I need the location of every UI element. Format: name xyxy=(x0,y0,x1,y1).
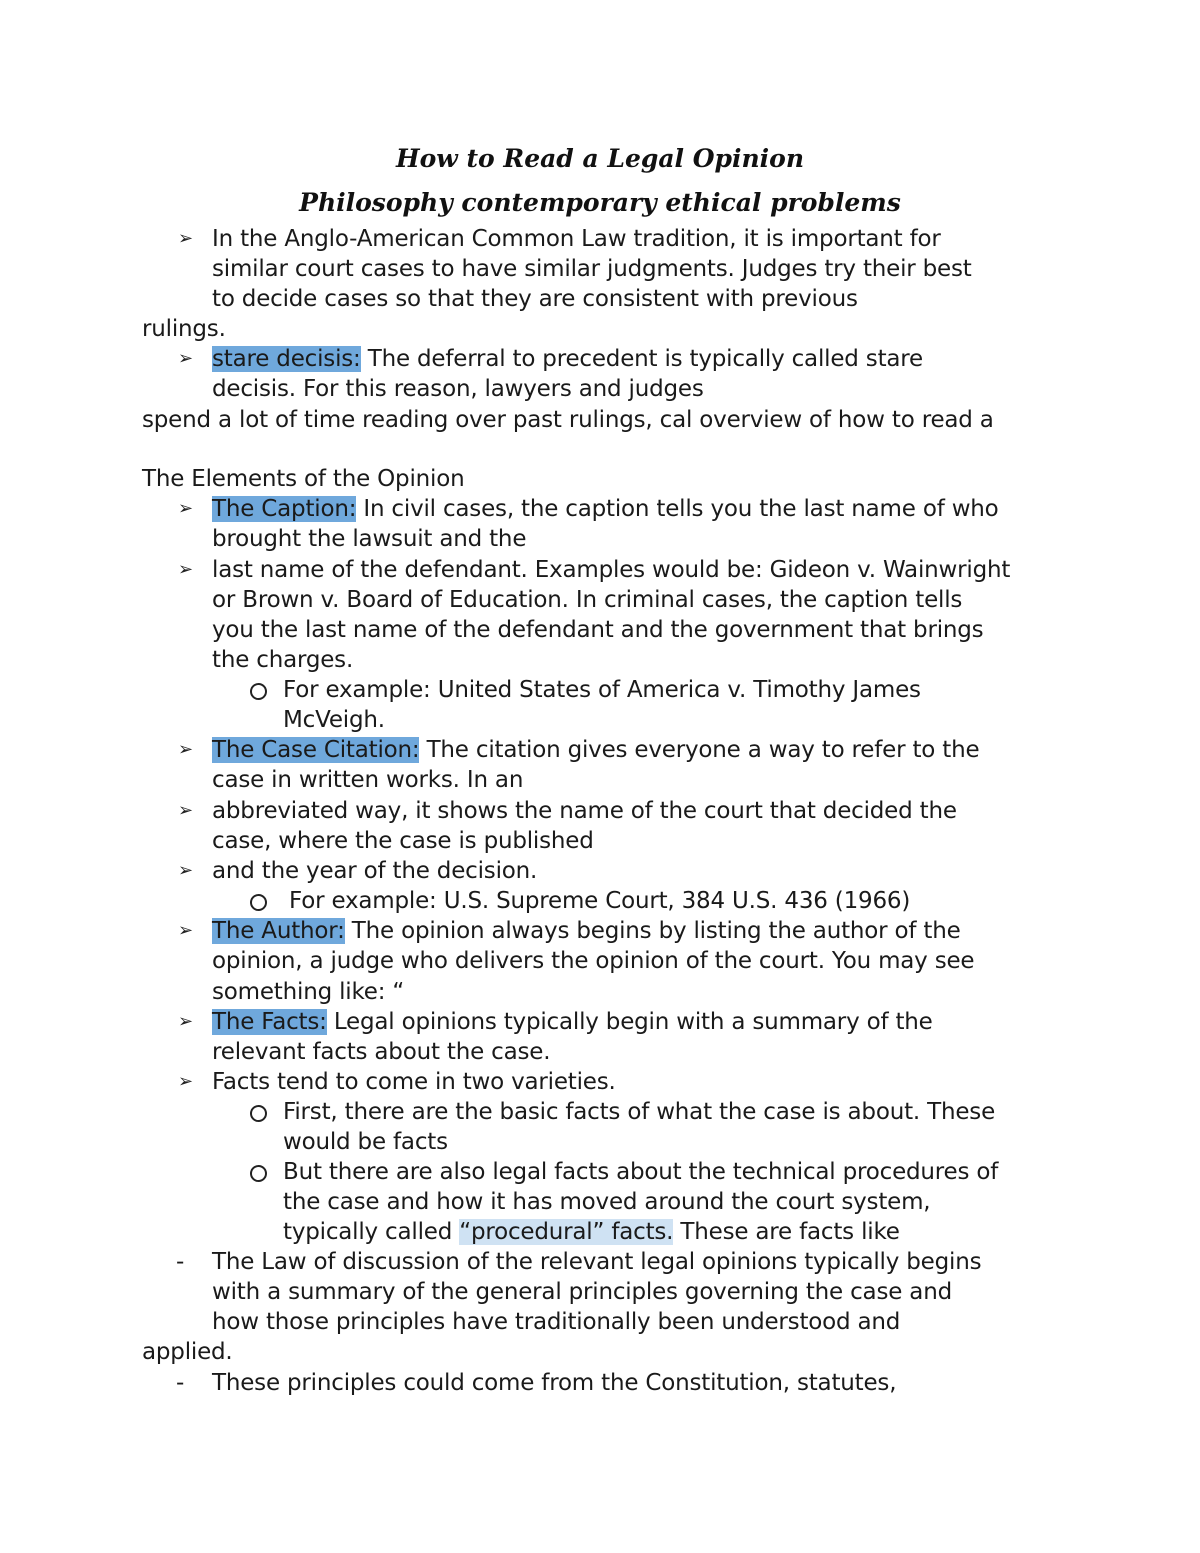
text-line xyxy=(212,494,999,524)
text-line xyxy=(283,1217,900,1247)
text-line: similar court cases to have similar judgments. Judges try their best xyxy=(212,256,972,282)
document-title: How to Read a Legal Opinion xyxy=(395,144,805,173)
text-segment: The deferral to precedent is typically called stare xyxy=(360,346,923,372)
text-line: case in written works. In an xyxy=(212,767,524,793)
text-line: But there are also legal facts about the technical procedures of xyxy=(283,1159,999,1185)
text-line: For example: U.S. Supreme Court, 384 U.S. 436 (1966) xyxy=(289,888,911,914)
arrow-bullet-icon: ➢ xyxy=(178,498,194,519)
text-line: In the Anglo-American Common Law tradition, it is important for xyxy=(212,226,941,252)
text-line xyxy=(212,344,923,374)
text-segment: These are facts like xyxy=(673,1219,900,1245)
text-line: would be facts xyxy=(283,1129,448,1155)
text-line: The Law of discussion of the relevant legal opinions typically begins xyxy=(212,1249,982,1275)
text-segment: typically called xyxy=(283,1219,460,1245)
dash-bullet-icon: - xyxy=(176,1370,185,1396)
text-line: These principles could come from the Constitution, statutes, xyxy=(212,1370,897,1396)
text-line: you the last name of the defendant and the government that brings xyxy=(212,617,984,643)
text-line: opinion, a judge who delivers the opinion of the court. You may see xyxy=(212,948,975,974)
text-line: McVeigh. xyxy=(283,707,385,733)
text-line: For example: United States of America v. Timothy James xyxy=(283,677,921,703)
text-line: First, there are the basic facts of what the case is about. These xyxy=(283,1099,996,1125)
highlighted-term: The Caption: xyxy=(212,496,357,522)
arrow-bullet-icon: ➢ xyxy=(178,800,194,821)
circle-bullet-icon xyxy=(250,1165,267,1182)
text-segment: The opinion always begins by listing the author of the xyxy=(344,918,961,944)
text-line: something like: “ xyxy=(212,979,405,1005)
text-line: brought the lawsuit and the xyxy=(212,526,527,552)
text-line xyxy=(212,735,979,765)
text-line: last name of the defendant. Examples would be: Gideon v. Wainwright xyxy=(212,557,1011,583)
text-line xyxy=(212,1007,933,1037)
text-line: the case and how it has moved around the court system, xyxy=(283,1189,931,1215)
highlighted-term: The Author: xyxy=(212,918,345,944)
highlighted-term: “procedural” facts. xyxy=(459,1219,674,1245)
text-line: and the year of the decision. xyxy=(212,858,538,884)
text-segment: The citation gives everyone a way to refer to the xyxy=(419,737,980,763)
text-segment: Legal opinions typically begin with a summary of the xyxy=(326,1009,933,1035)
text-line: rulings. xyxy=(142,316,226,342)
circle-bullet-icon xyxy=(250,683,267,700)
text-line xyxy=(212,916,961,946)
section-heading: The Elements of the Opinion xyxy=(142,466,465,492)
arrow-bullet-icon: ➢ xyxy=(178,739,194,760)
text-line: spend a lot of time reading over past rulings, cal overview of how to read a xyxy=(142,407,994,433)
text-line: Facts tend to come in two varieties. xyxy=(212,1069,616,1095)
text-line: relevant facts about the case. xyxy=(212,1039,551,1065)
dash-bullet-icon: - xyxy=(176,1249,185,1275)
text-line: how those principles have traditionally been understood and xyxy=(212,1309,901,1335)
text-line: the charges. xyxy=(212,647,354,673)
document-subtitle: Philosophy contemporary ethical problems xyxy=(299,188,901,217)
text-line: applied. xyxy=(142,1339,233,1365)
text-segment: In civil cases, the caption tells you the last name of who xyxy=(356,496,999,522)
arrow-bullet-icon: ➢ xyxy=(178,920,194,941)
arrow-bullet-icon: ➢ xyxy=(178,1071,194,1092)
highlighted-term: The Case Citation: xyxy=(212,737,420,763)
text-line: case, where the case is published xyxy=(212,828,594,854)
highlighted-term: The Facts: xyxy=(212,1009,327,1035)
text-line: or Brown v. Board of Education. In criminal cases, the caption tells xyxy=(212,587,963,613)
arrow-bullet-icon: ➢ xyxy=(178,348,194,369)
arrow-bullet-icon: ➢ xyxy=(178,860,194,881)
text-line: with a summary of the general principles governing the case and xyxy=(212,1279,952,1305)
circle-bullet-icon xyxy=(250,1105,267,1122)
arrow-bullet-icon: ➢ xyxy=(178,559,194,580)
arrow-bullet-icon: ➢ xyxy=(178,1011,194,1032)
text-line: abbreviated way, it shows the name of the court that decided the xyxy=(212,798,957,824)
circle-bullet-icon xyxy=(250,894,267,911)
highlighted-term: stare decisis: xyxy=(212,346,361,372)
arrow-bullet-icon: ➢ xyxy=(178,228,194,249)
text-line: to decide cases so that they are consistent with previous xyxy=(212,286,858,312)
text-line: decisis. For this reason, lawyers and judges xyxy=(212,376,704,402)
